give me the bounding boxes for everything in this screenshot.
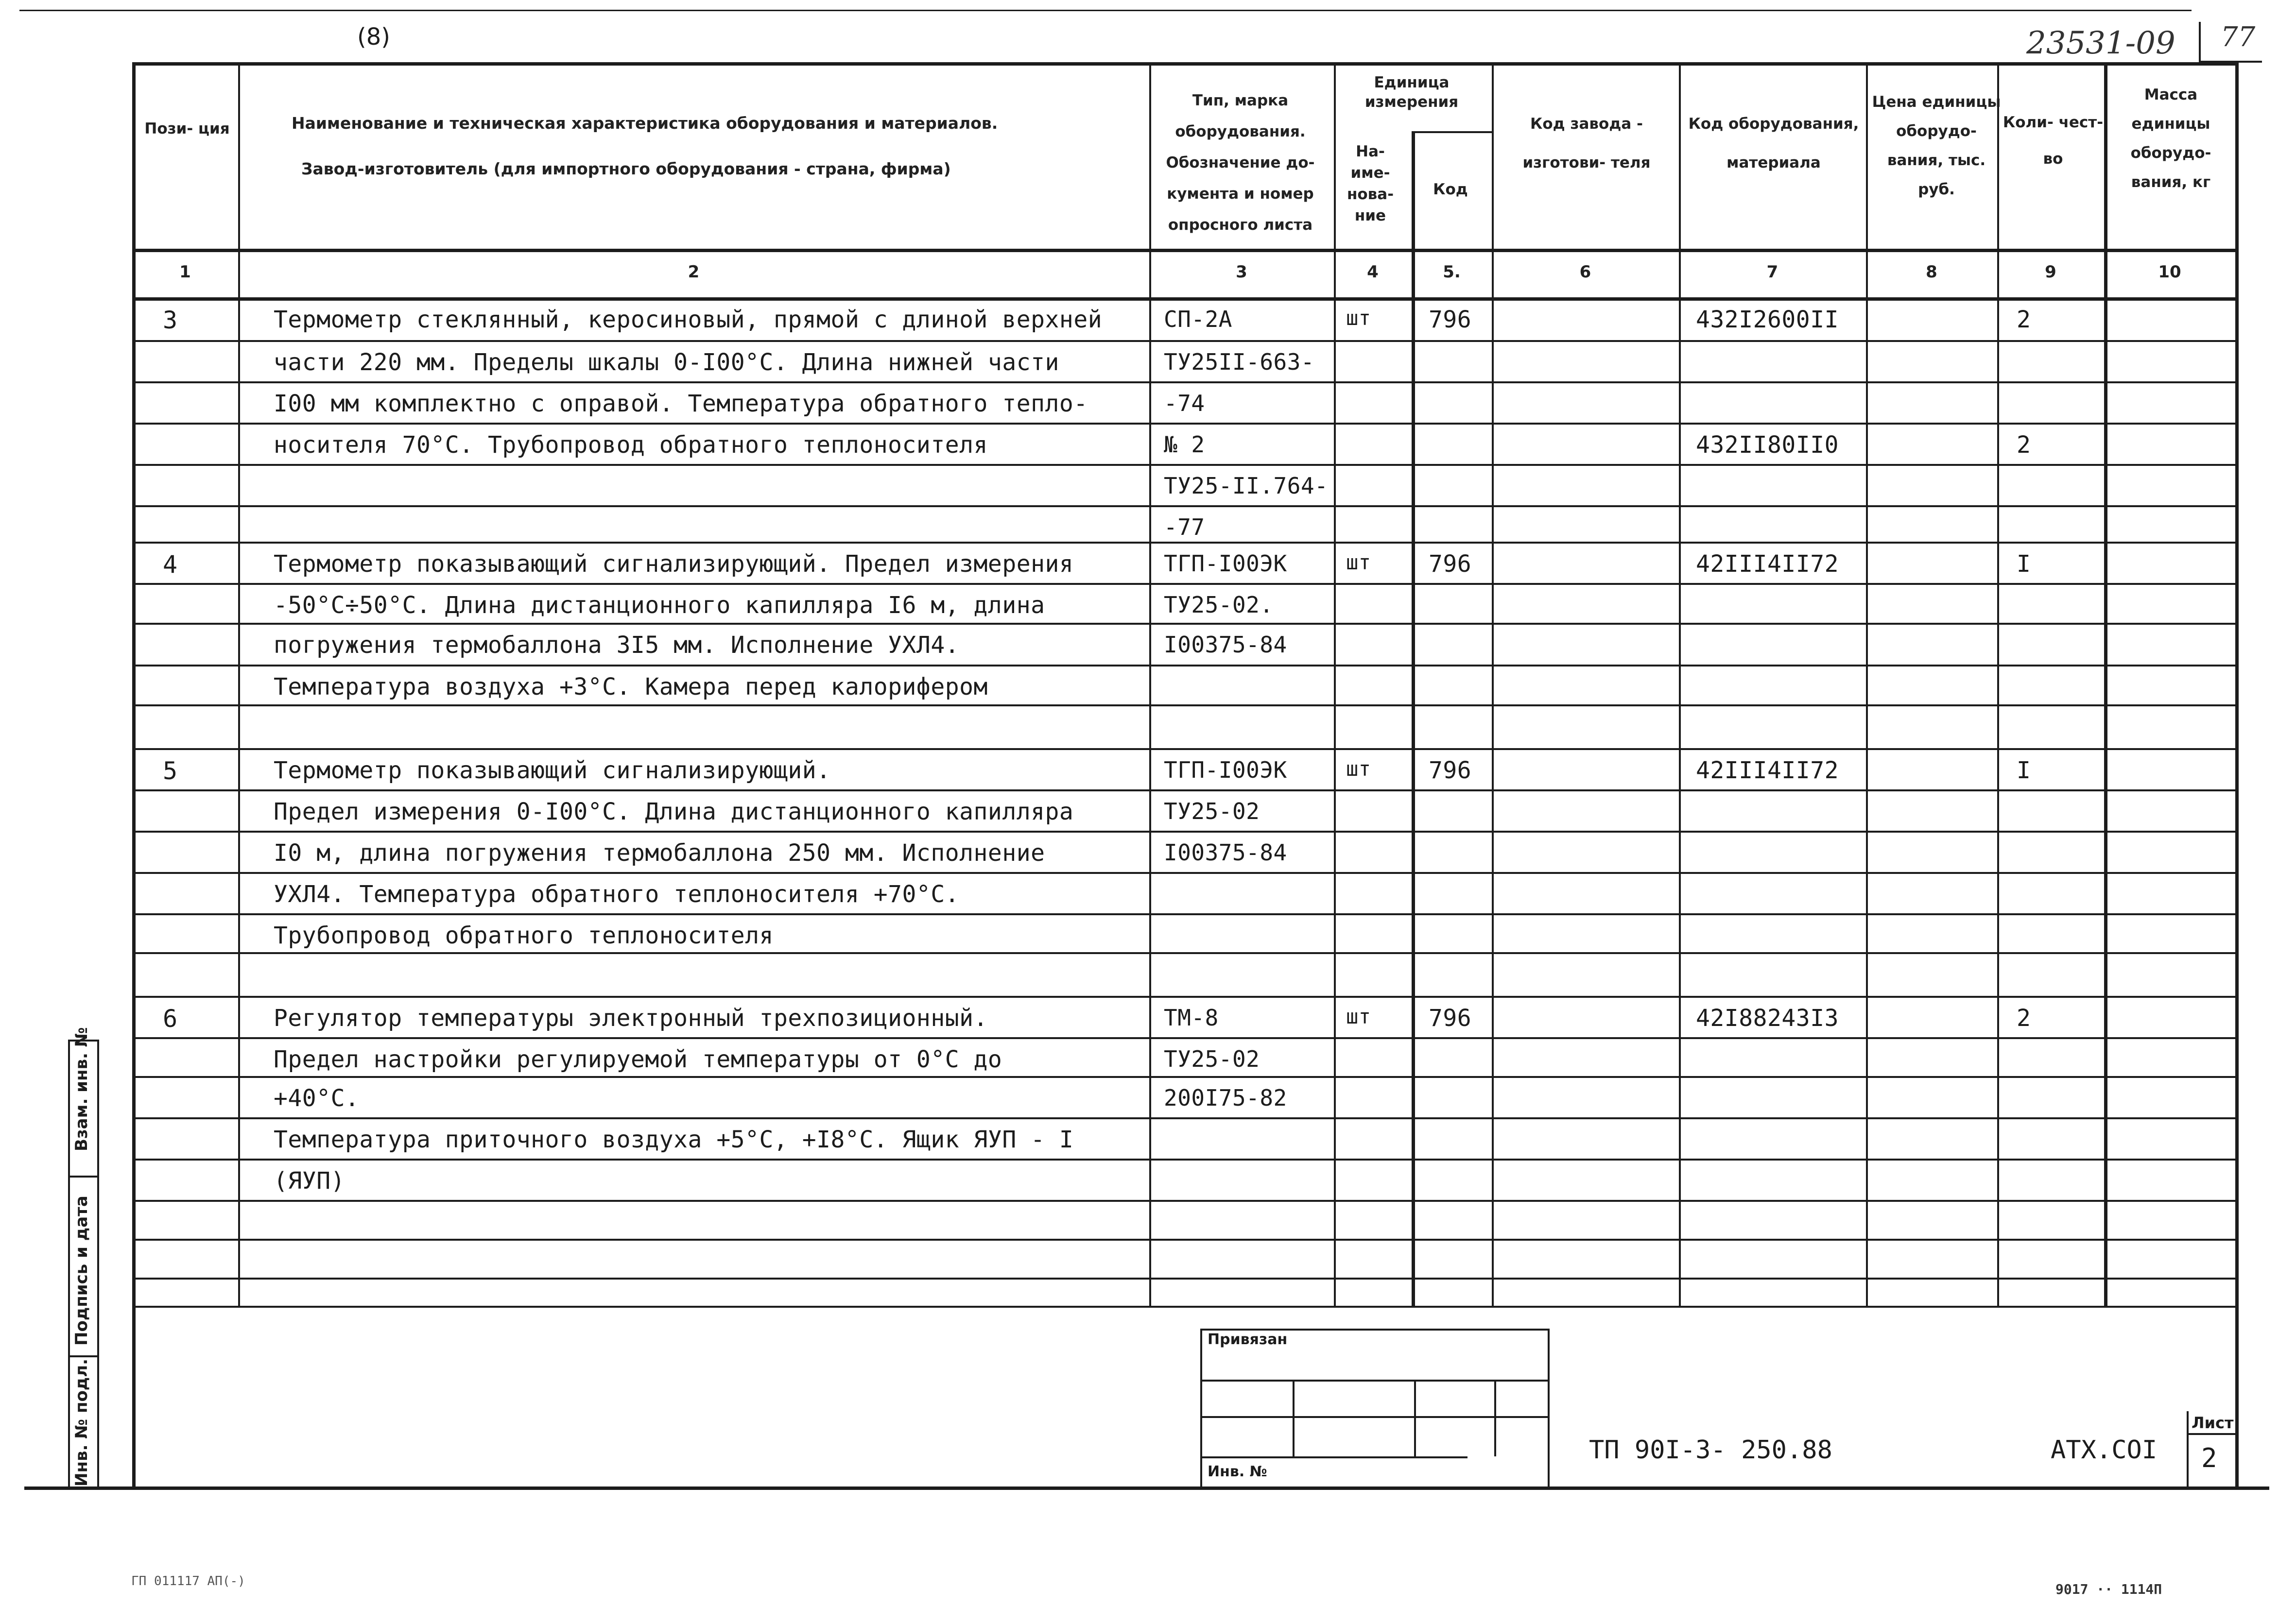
row-description: погружения термобаллона 3I5 мм. Исполнение УХЛ4. xyxy=(274,632,960,659)
column-number: 6 xyxy=(1579,262,1591,282)
row-description: Температура воздуха +3°С. Камера перед калорифером xyxy=(274,673,988,700)
row-divider xyxy=(132,748,2235,750)
side-label-inventory: Инв. № подл. xyxy=(72,1358,91,1486)
row-divider xyxy=(132,1159,2235,1161)
number-row-bottom xyxy=(132,297,2235,301)
row-equipment-code: 42III4II72 xyxy=(1696,550,1839,578)
page-label: (8) xyxy=(357,23,390,51)
row-divider xyxy=(132,1117,2235,1119)
frame-top xyxy=(132,62,2235,66)
row-type: I00375-84 xyxy=(1164,839,1287,866)
column-divider xyxy=(1334,62,1336,1306)
side-label-signature: Подпись и дата xyxy=(72,1196,91,1346)
row-equipment-code: 432II80II0 xyxy=(1696,431,1839,459)
row-divider xyxy=(132,789,2235,791)
handwritten-number: 23531-09 xyxy=(2026,25,2175,61)
sheet-box-divider xyxy=(2187,1433,2235,1435)
row-equipment-code: 432I2600II xyxy=(1696,306,1839,333)
stamp-col xyxy=(1293,1380,1295,1456)
footer-left-text: ГП 011117 АП(-) xyxy=(131,1574,245,1589)
column-number: 5. xyxy=(1443,262,1461,282)
row-divider xyxy=(132,542,2235,544)
row-divider xyxy=(132,623,2235,625)
row-divider xyxy=(132,1076,2235,1078)
column-number: 8 xyxy=(1926,262,1937,282)
row-divider xyxy=(132,996,2235,998)
column-divider xyxy=(1679,62,1681,1306)
corner-mark: 77 xyxy=(2221,21,2256,53)
row-type: ТУ25-02. xyxy=(1164,592,1274,618)
footer-right-text: 9017 ·· 1114П xyxy=(2055,1581,2162,1597)
header-unit-group: Единица измерения xyxy=(1364,74,1459,111)
column-divider xyxy=(1412,131,1415,1306)
header-name-line2: Завод-изготовитель (для импортного оборудования - страна, фирма) xyxy=(301,159,951,178)
row-type: -77 xyxy=(1164,514,1205,540)
header-name-line1: Наименование и техническая характеристика оборудования и материалов. xyxy=(292,114,998,133)
row-quantity: I xyxy=(2017,550,2031,578)
row-type: -74 xyxy=(1164,390,1205,416)
row-type: ТУ25II-663- xyxy=(1164,349,1315,375)
row-description: (ЯУП) xyxy=(274,1167,345,1195)
header-unit-name: На- име- нова- ние xyxy=(1347,143,1394,224)
row-equipment-code: 42III4II72 xyxy=(1696,757,1839,784)
corner-box-line xyxy=(2199,22,2201,61)
stamp-line xyxy=(1200,1456,1467,1458)
row-divider xyxy=(132,1037,2235,1039)
column-number: 10 xyxy=(2158,262,2181,282)
row-type: ТМ-8 xyxy=(1164,1005,1219,1031)
row-description: Предел измерения 0-I00°С. Длина дистанционного капилляра xyxy=(274,798,1074,825)
row-divider xyxy=(132,464,2235,466)
row-quantity: 2 xyxy=(2017,431,2031,459)
header-factory-code: Код завода - изготови- теля xyxy=(1522,115,1651,171)
frame-bottom xyxy=(24,1486,2269,1490)
row-quantity: 2 xyxy=(2017,1005,2031,1032)
frame-right xyxy=(2235,62,2239,1486)
row-divider xyxy=(132,952,2235,954)
row-type: ТУ25-02 xyxy=(1164,798,1260,824)
stamp-inventory-label: Инв. № xyxy=(1208,1463,1267,1480)
row-type: ТГП-I00ЭК xyxy=(1164,757,1287,783)
stamp-top xyxy=(1200,1329,1548,1331)
row-divider xyxy=(132,1278,2235,1280)
stamp-col xyxy=(1494,1380,1496,1456)
sheet-code: АТХ.СОI xyxy=(2051,1435,2158,1465)
row-description: Термометр стеклянный, керосиновый, прямой с длиной верхней xyxy=(274,306,1103,333)
column-number: 4 xyxy=(1367,262,1379,282)
row-unit-code: 796 xyxy=(1429,757,1472,784)
row-description: Термометр показывающий сигнализирующий. Предел измерения xyxy=(274,550,1074,578)
unit-group-separator xyxy=(1412,131,1492,133)
row-description: -50°С÷50°С. Длина дистанционного капилляра I6 м, длина xyxy=(274,592,1045,619)
sheet-label: Лист xyxy=(2192,1414,2234,1432)
header-type: Тип, марка оборудования. Обозначение до- кумента и номер опросного листа xyxy=(1166,92,1315,234)
stamp-bound-label: Привязан xyxy=(1208,1331,1288,1348)
row-divider xyxy=(132,704,2235,706)
column-divider xyxy=(1149,62,1151,1306)
row-divider xyxy=(132,872,2235,874)
row-type: I00375-84 xyxy=(1164,632,1287,658)
row-divider xyxy=(132,505,2235,507)
binding-strip-right xyxy=(97,1040,99,1486)
sheet-number: 2 xyxy=(2201,1443,2217,1473)
row-divider xyxy=(132,1239,2235,1241)
row-description: Термометр показывающий сигнализирующий. xyxy=(274,757,831,784)
row-description: +40°С. xyxy=(274,1085,360,1112)
column-number: 2 xyxy=(688,262,700,282)
row-divider xyxy=(132,913,2235,915)
row-description: носителя 70°С. Трубопровод обратного теплоносителя xyxy=(274,431,988,459)
sheet-box-left xyxy=(2187,1411,2189,1486)
row-divider xyxy=(132,423,2235,425)
document-code: ТП 90I-3- 250.88 xyxy=(1589,1435,1832,1465)
binding-strip-divider xyxy=(68,1355,99,1357)
row-description: I00 мм комплектно с оправой. Температура обратного тепло- xyxy=(274,390,1088,417)
row-divider xyxy=(132,340,2235,342)
row-type: ТГП-I00ЭК xyxy=(1164,550,1287,577)
binding-strip-divider xyxy=(68,1176,99,1178)
column-divider xyxy=(1997,62,1999,1306)
row-unit: шт xyxy=(1346,1005,1371,1028)
row-divider xyxy=(132,583,2235,585)
row-unit-code: 796 xyxy=(1429,550,1472,578)
row-type: 200I75-82 xyxy=(1164,1085,1287,1111)
stamp-right xyxy=(1548,1329,1550,1486)
column-divider xyxy=(1492,62,1494,1306)
column-divider xyxy=(1866,62,1868,1306)
row-quantity: I xyxy=(2017,757,2031,784)
row-type: ТУ25-02 xyxy=(1164,1046,1260,1072)
row-divider xyxy=(132,1200,2235,1202)
row-divider xyxy=(132,831,2235,833)
top-edge-line xyxy=(19,10,2192,11)
column-number: 9 xyxy=(2045,262,2056,282)
column-divider xyxy=(238,62,240,1306)
column-number: 3 xyxy=(1236,262,1247,282)
row-type: СП-2А xyxy=(1164,306,1232,332)
row-description: Предел настройки регулируемой температуры от 0°С до xyxy=(274,1046,1002,1073)
row-divider xyxy=(132,1306,2235,1308)
row-equipment-code: 42I88243I3 xyxy=(1696,1005,1839,1032)
row-divider xyxy=(132,665,2235,666)
stamp-left xyxy=(1200,1329,1202,1486)
row-description: I0 м, длина погружения термобаллона 250 мм. Исполнение xyxy=(274,839,1045,867)
header-price: Цена единицы оборудо- вания, тыс. руб. xyxy=(1872,93,2001,198)
row-position: 3 xyxy=(162,306,178,334)
row-description: Регулятор температуры электронный трехпозиционный. xyxy=(274,1005,988,1032)
row-description: Трубопровод обратного теплоносителя xyxy=(274,922,774,949)
row-description: УХЛ4. Температура обратного теплоносителя +70°С. xyxy=(274,881,960,908)
row-unit-code: 796 xyxy=(1429,306,1472,333)
column-number: 1 xyxy=(179,262,191,282)
side-label-replacement: Взам. инв. № xyxy=(72,1027,91,1151)
binding-strip-left xyxy=(68,1040,70,1486)
row-position: 6 xyxy=(162,1005,178,1033)
row-unit: шт xyxy=(1346,757,1371,781)
header-position: Пози- ция xyxy=(144,120,230,137)
header-unit-code: Код xyxy=(1433,181,1468,198)
column-number: 7 xyxy=(1766,262,1778,282)
stamp-col xyxy=(1414,1380,1416,1456)
row-quantity: 2 xyxy=(2017,306,2031,333)
row-divider xyxy=(132,381,2235,383)
row-position: 5 xyxy=(162,757,178,785)
header-equipment-code: Код оборудования, материала xyxy=(1688,115,1859,171)
row-unit: шт xyxy=(1346,550,1371,574)
row-type: № 2 xyxy=(1164,431,1205,458)
header-mass: Масса единицы оборудо- вания, кг xyxy=(2130,86,2211,191)
row-position: 4 xyxy=(162,550,178,579)
row-type: ТУ25-II.764- xyxy=(1164,473,1329,499)
row-unit: шт xyxy=(1346,306,1371,330)
column-divider xyxy=(2104,62,2107,1306)
row-description: Температура приточного воздуха +5°С, +I8°С. Ящик ЯУП - I xyxy=(274,1126,1074,1153)
header-quantity: Коли- чест- во xyxy=(2003,114,2104,168)
row-description: части 220 мм. Пределы шкалы 0-I00°С. Длина нижней части xyxy=(274,349,1059,376)
header-bottom xyxy=(132,249,2235,252)
row-unit-code: 796 xyxy=(1429,1005,1472,1032)
